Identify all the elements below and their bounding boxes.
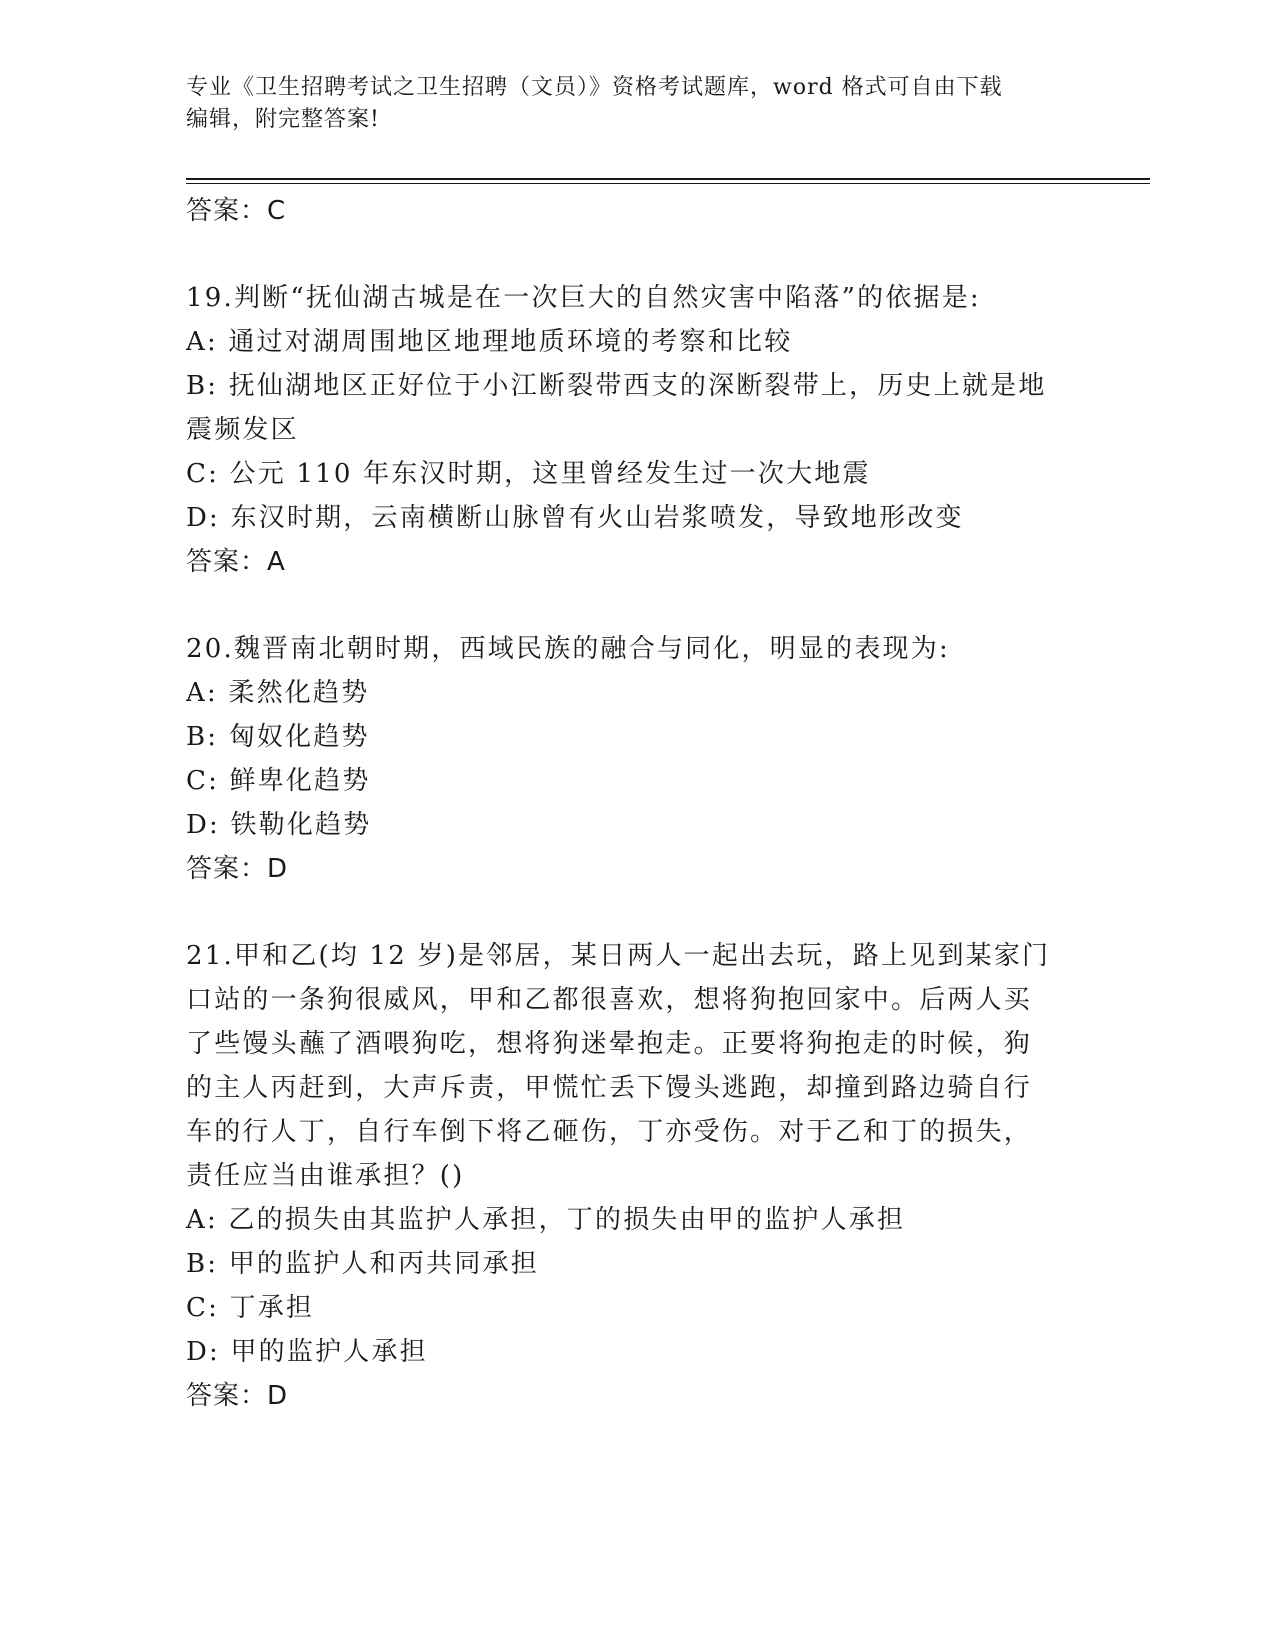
question-19-option-a: A: 通过对湖周围地区地理地质环境的考察和比较 <box>186 327 793 357</box>
question-20-option-d: D: 铁勒化趋势 <box>186 810 372 840</box>
header-line-2: 编辑，附完整答案! <box>186 107 380 132</box>
header-line-1: 专业《卫生招聘考试之卫生招聘（文员）》资格考试题库，word 格式可自由下载 <box>186 75 1003 100</box>
question-20-option-a: A: 柔然化趋势 <box>186 678 370 708</box>
question-21-option-a: A: 乙的损失由其监护人承担，丁的损失由甲的监护人承担 <box>186 1205 906 1235</box>
question-21-stem-line4: 的主人丙赶到，大声斥责，甲慌忙丢下馒头逃跑，却撞到路边骑自行 <box>186 1073 1033 1103</box>
answer-18: 答案：C <box>186 196 287 226</box>
question-19-option-b-line2: 震频发区 <box>186 415 299 445</box>
answer-20: 答案：D <box>186 854 289 884</box>
question-21-option-d: D: 甲的监护人承担 <box>186 1337 428 1367</box>
question-21-stem-line6: 责任应当由谁承担？() <box>186 1161 465 1191</box>
question-21-stem-line3: 了些馒头蘸了酒喂狗吃，想将狗迷晕抱走。正要将狗抱走的时候，狗 <box>186 1029 1033 1059</box>
question-19-option-d: D: 东汉时期，云南横断山脉曾有火山岩浆喷发，导致地形改变 <box>186 503 964 533</box>
question-21-option-c: C: 丁承担 <box>186 1293 315 1323</box>
question-21-option-b: B: 甲的监护人和丙共同承担 <box>186 1249 539 1279</box>
question-21-stem-line1: 21.甲和乙(均 12 岁)是邻居，某日两人一起出去玩，路上见到某家门 <box>186 941 1051 971</box>
question-19-option-b-line1: B: 抚仙湖地区正好位于小江断裂带西支的深断裂带上，历史上就是地 <box>186 371 1047 401</box>
question-19-option-c: C: 公元 110 年东汉时期，这里曾经发生过一次大地震 <box>186 459 871 489</box>
document-header <box>186 72 1066 136</box>
header-rule-thin <box>186 183 1150 184</box>
header-rule-thick <box>186 178 1150 180</box>
question-20-option-b: B: 匈奴化趋势 <box>186 722 370 752</box>
question-21-stem-line2: 口站的一条狗很威风，甲和乙都很喜欢，想将狗抱回家中。后两人买 <box>186 985 1033 1015</box>
question-20-stem: 20.魏晋南北朝时期，西域民族的融合与同化，明显的表现为: <box>186 634 950 664</box>
answer-21: 答案：D <box>186 1381 289 1411</box>
question-19-stem: 19.判断“抚仙湖古城是在一次巨大的自然灾害中陷落”的依据是: <box>186 283 981 313</box>
question-21-stem-line5: 车的行人丁，自行车倒下将乙砸伤，丁亦受伤。对于乙和丁的损失， <box>186 1117 1033 1147</box>
question-20-option-c: C: 鲜卑化趋势 <box>186 766 371 796</box>
answer-19: 答案：A <box>186 547 286 577</box>
